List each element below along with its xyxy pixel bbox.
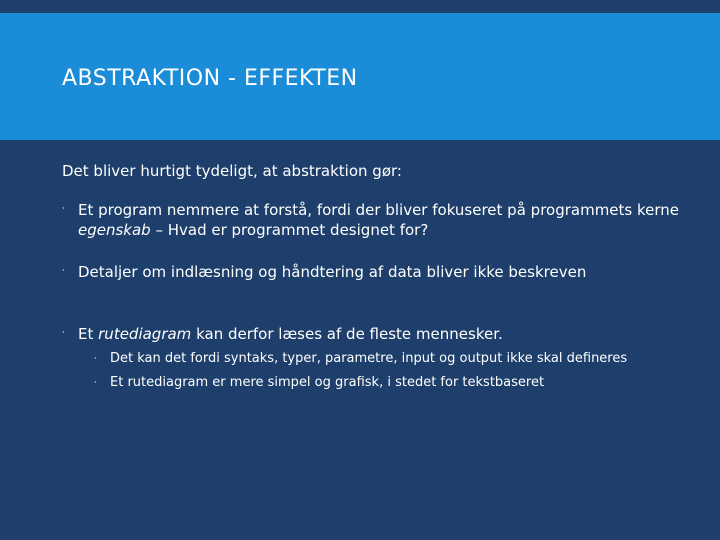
bullet-item-1 (62, 200, 702, 240)
sub-bullet-2-text: Et rutediagram er mere simpel og grafisk, i stedet for tekstbaseret (110, 375, 545, 390)
bullet-marker-icon: ˑ (62, 267, 66, 277)
bullet-item-2 (62, 262, 702, 282)
sub-bullet-1-text: Det kan det fordi syntaks, typer, parametre, input og output ikke skal defineres (110, 351, 628, 366)
bullet-3-emphasis: rutediagram (98, 325, 192, 343)
bullet-3-text: Et (78, 325, 99, 343)
slide-title: ABSTRAKTION - EFFEKTEN (62, 66, 358, 91)
bullet-item-3 (62, 324, 702, 392)
sub-bullet-list (78, 350, 702, 392)
bullet-1-text: Et program nemmere at forstå, fordi der bliver fokuseret på programmets kerne (78, 201, 680, 219)
intro-text: Det bliver hurtigt tydeligt, at abstraktion gør: (62, 162, 402, 180)
slide-body (62, 162, 702, 414)
bullet-1-emphasis: egenskab (78, 221, 151, 239)
sub-bullet-item-2 (94, 374, 702, 392)
bullet-3-text-end: kan derfor læses af de fleste mennesker. (191, 325, 503, 343)
bullet-marker-icon: ˑ (94, 379, 98, 389)
bullet-2-text: Detaljer om indlæsning og håndtering af data bliver ikke beskreven (78, 263, 587, 281)
bullet-marker-icon: ˑ (62, 329, 66, 339)
bullet-marker-icon: ˑ (62, 205, 66, 215)
bullet-1-text-end: – Hvad er programmet designet for? (150, 221, 429, 239)
sub-bullet-item-1 (94, 350, 702, 368)
bullet-marker-icon: ˑ (94, 355, 98, 365)
